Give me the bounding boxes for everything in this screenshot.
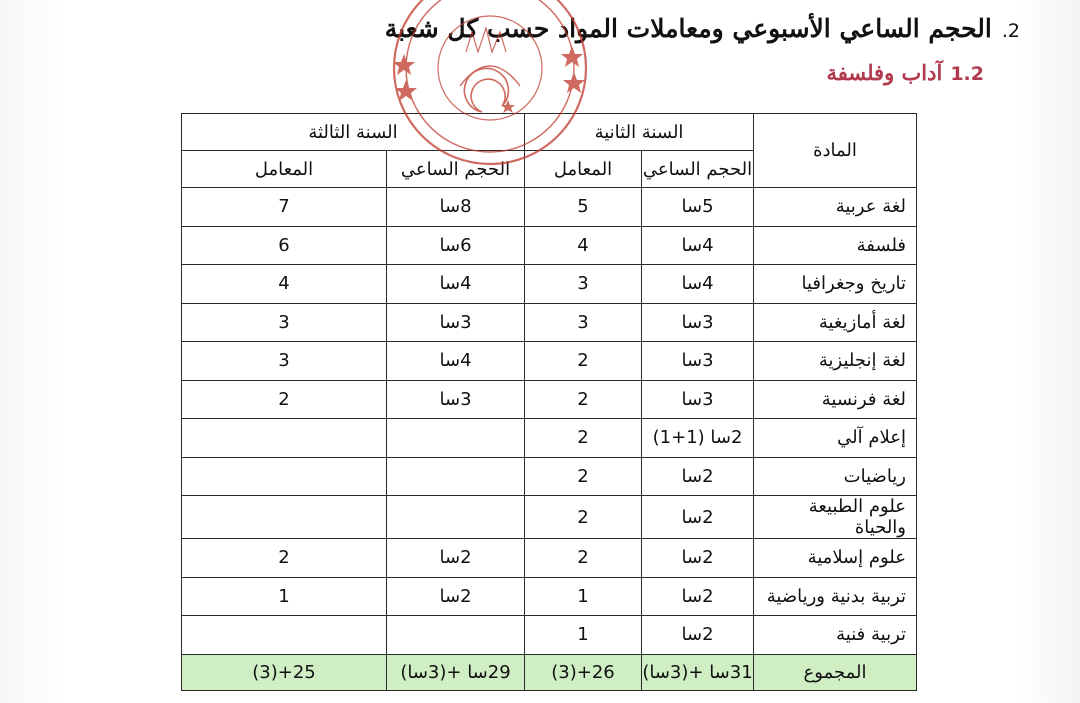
year3-coef-cell	[182, 496, 387, 539]
header-year3-hours: الحجم الساعي	[387, 151, 525, 188]
subject-cell: تربية فنية	[754, 616, 917, 655]
coefficients-table	[181, 113, 917, 691]
table-row	[182, 342, 917, 381]
subject-cell: علوم الطبيعة والحياة	[754, 496, 917, 539]
header-year2: السنة الثانية	[525, 114, 754, 151]
year3-hours-cell: 2سا	[387, 539, 525, 578]
year2-coef-cell: 2	[525, 419, 642, 458]
header-subject: المادة	[754, 114, 917, 188]
year3-hours-cell	[387, 457, 525, 496]
subject-cell: لغة إنجليزية	[754, 342, 917, 381]
subject-cell: لغة عربية	[754, 188, 917, 227]
year3-hours-cell	[387, 616, 525, 655]
table-row	[182, 457, 917, 496]
subject-cell: لغة فرنسية	[754, 380, 917, 419]
year3-hours-cell: 8سا	[387, 188, 525, 227]
year3-coef-cell: 7	[182, 188, 387, 227]
section-title: الحجم الساعي الأسبوعي ومعاملات المواد حسب كل شعبة	[384, 14, 992, 43]
subject-cell: فلسفة	[754, 226, 917, 265]
total-year2-hours: 31سا +(3سا)	[642, 654, 754, 690]
year2-coef-cell: 4	[525, 226, 642, 265]
table-row	[182, 226, 917, 265]
table-row	[182, 188, 917, 227]
year2-hours-cell: 2سا	[642, 577, 754, 616]
year3-hours-cell: 4سا	[387, 342, 525, 381]
year3-hours-cell: 6سا	[387, 226, 525, 265]
table-row	[182, 380, 917, 419]
table-row	[182, 496, 917, 539]
year3-coef-cell	[182, 419, 387, 458]
header-year2-hours: الحجم الساعي	[642, 151, 754, 188]
header-year3: السنة الثالثة	[182, 114, 525, 151]
total-year3-hours: 29سا +(3سا)	[387, 654, 525, 690]
table-row	[182, 539, 917, 578]
year2-hours-cell: 2سا	[642, 457, 754, 496]
year3-coef-cell: 4	[182, 265, 387, 304]
table-row	[182, 419, 917, 458]
subsection-heading	[826, 60, 984, 85]
year2-coef-cell: 1	[525, 577, 642, 616]
section-heading	[385, 14, 1020, 43]
year3-hours-cell	[387, 496, 525, 539]
year3-coef-cell: 6	[182, 226, 387, 265]
total-label: المجموع	[754, 654, 917, 690]
year2-coef-cell: 5	[525, 188, 642, 227]
year3-coef-cell: 3	[182, 303, 387, 342]
year2-hours-cell: 2سا (1+1)	[642, 419, 754, 458]
year2-coef-cell: 2	[525, 539, 642, 578]
subject-cell: لغة أمازيغية	[754, 303, 917, 342]
total-year3-coef: 25+(3)	[182, 654, 387, 690]
year3-hours-cell: 3سا	[387, 380, 525, 419]
year2-coef-cell: 3	[525, 265, 642, 304]
table-header-row	[182, 114, 917, 151]
year2-hours-cell: 2سا	[642, 616, 754, 655]
table-row	[182, 265, 917, 304]
year2-hours-cell: 2سا	[642, 539, 754, 578]
year3-hours-cell: 4سا	[387, 265, 525, 304]
table-row	[182, 616, 917, 655]
year2-hours-cell: 3سا	[642, 380, 754, 419]
year2-coef-cell: 2	[525, 496, 642, 539]
year2-coef-cell: 1	[525, 616, 642, 655]
year2-hours-cell: 3سا	[642, 303, 754, 342]
total-row	[182, 654, 917, 690]
year3-coef-cell	[182, 616, 387, 655]
year2-coef-cell: 2	[525, 380, 642, 419]
subject-cell: تربية بدنية ورياضية	[754, 577, 917, 616]
year2-hours-cell: 3سا	[642, 342, 754, 381]
table-row	[182, 303, 917, 342]
section-number: 2.	[1001, 20, 1020, 42]
table-row	[182, 577, 917, 616]
year3-hours-cell: 2سا	[387, 577, 525, 616]
subject-cell: إعلام آلي	[754, 419, 917, 458]
year2-hours-cell: 5سا	[642, 188, 754, 227]
year2-hours-cell: 4سا	[642, 226, 754, 265]
subsection-number: 1.2	[950, 63, 984, 85]
subject-cell: علوم إسلامية	[754, 539, 917, 578]
header-year3-coef: المعامل	[182, 151, 387, 188]
subsection-title: آداب وفلسفة	[826, 60, 943, 85]
year3-hours-cell	[387, 419, 525, 458]
year3-coef-cell: 3	[182, 342, 387, 381]
year3-coef-cell: 2	[182, 539, 387, 578]
year3-coef-cell	[182, 457, 387, 496]
year2-hours-cell: 2سا	[642, 496, 754, 539]
subject-cell: تاريخ وجغرافيا	[754, 265, 917, 304]
year2-hours-cell: 4سا	[642, 265, 754, 304]
year2-coef-cell: 3	[525, 303, 642, 342]
year3-hours-cell: 3سا	[387, 303, 525, 342]
header-year2-coef: المعامل	[525, 151, 642, 188]
year3-coef-cell: 1	[182, 577, 387, 616]
year2-coef-cell: 2	[525, 457, 642, 496]
year2-coef-cell: 2	[525, 342, 642, 381]
subject-cell: رياضيات	[754, 457, 917, 496]
total-year2-coef: 26+(3)	[525, 654, 642, 690]
year3-coef-cell: 2	[182, 380, 387, 419]
